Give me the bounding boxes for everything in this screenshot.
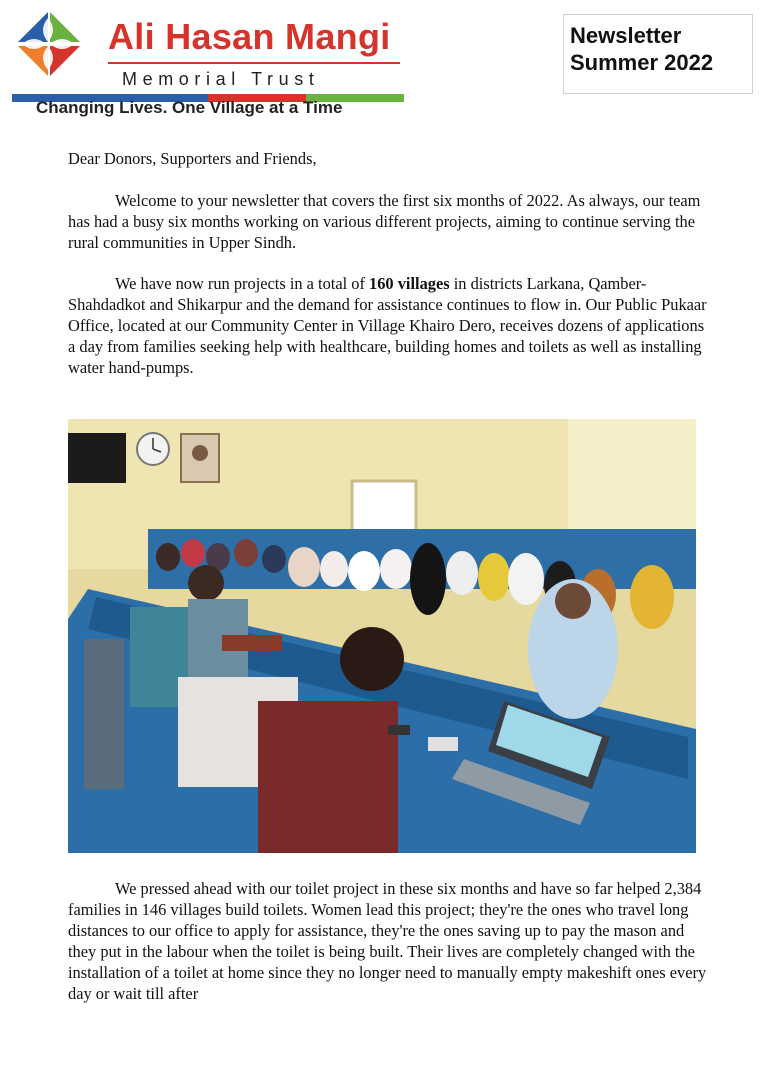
villages-text-start: We have now run projects in a total of [115,274,370,293]
paragraph-villages [68,273,708,378]
diamond-logo-icon [12,8,84,80]
villages-text-rest: in districts Larkana, Qamber-Shahdadkot and Shikarpur and the demand for assistance continues to flow in. Our Public Pukaar Office, located at our Community Center in Village Khairo Dero, receives dozens of applications a day from families seeking help with healthcare, building homes and toilets as well as installing water hand-pumps. [68,274,707,377]
newsletter-edition: Summer 2022 [570,50,714,75]
community-center-photo [68,419,696,853]
paragraph-intro [68,190,708,253]
paragraph-toilet-project [68,878,708,1004]
paragraph-toilet-project-text: We pressed ahead with our toilet project in these six months and have so far helped 2,384 families in 146 villages build toilets. Women lead this project; they're the ones who travel long distances to our office to apply for assistance, they're the ones saving up to pay the mason and they put in the labour when the toilet is being built. Their lives are completely changed with the installation of a toilet at home since they no longer need to manually empty makeshift ones every day or wait till after [68,879,707,1003]
org-subtitle: Memorial Trust [122,69,320,89]
newsletter-badge [563,14,753,94]
office-scene-illustration [68,419,696,853]
villages-count: 160 villages [369,274,450,293]
paragraph-villages-text [68,273,708,378]
paragraph-intro-text: Welcome to your newsletter that covers the first six months of 2022. As always, our team has had a busy six months working on various different projects, aiming to continue serving the rural communities in Upper Sindh. [68,191,701,252]
org-name-rule [108,62,400,64]
tagline: Changing Lives. One Village at a Time [36,98,343,117]
salutation-text: Dear Donors, Supporters and Friends, [68,149,317,168]
org-name: Ali Hasan Mangi [108,16,391,57]
newsletter-title: Newsletter [570,23,682,48]
salutation [68,148,708,169]
